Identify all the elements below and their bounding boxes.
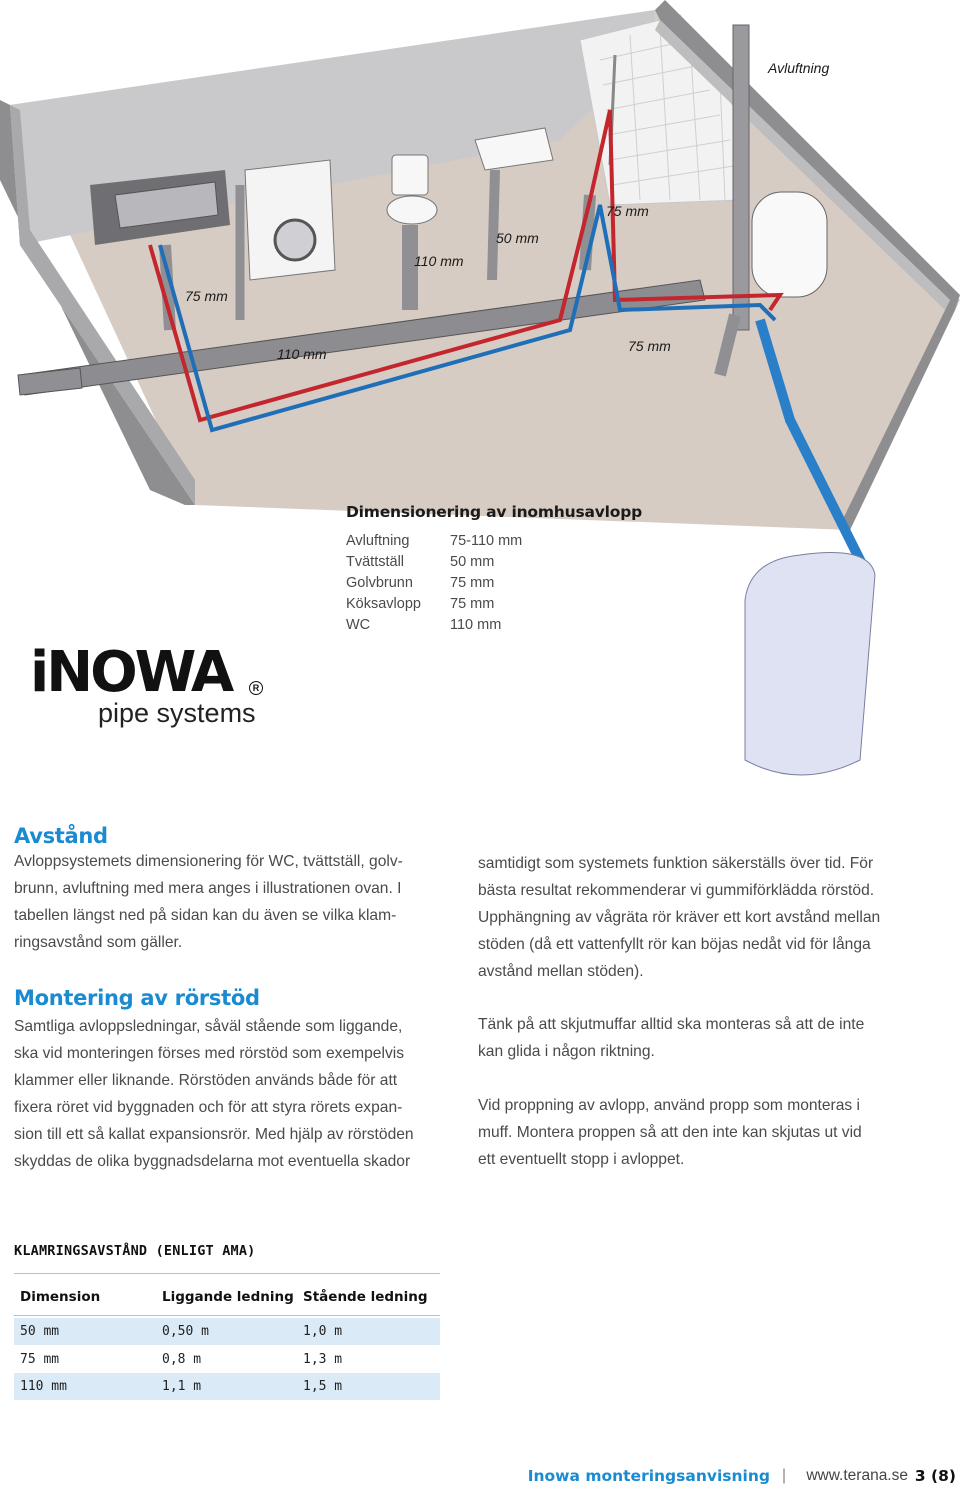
table-divider: [14, 1273, 440, 1274]
table-cell: 1,3 m: [303, 1352, 343, 1367]
dimension-row: [346, 615, 642, 636]
dimension-row: [346, 594, 642, 615]
table-cell: 1,1 m: [162, 1379, 202, 1394]
inowa-logo: [30, 640, 260, 728]
table-title: KLAMRINGSAVSTÅND (ENLIGT AMA): [14, 1243, 256, 1259]
table-cell: 0,8 m: [162, 1352, 202, 1367]
label-main-right: 75 mm: [628, 338, 671, 354]
dimension-row: [346, 573, 642, 594]
dimension-value: 75 mm: [450, 575, 495, 591]
logo-subtitle: pipe systems: [98, 698, 256, 728]
text-line: ringsavstånd som gäller.: [14, 934, 183, 951]
text-line: kan glida i någon riktning.: [478, 1043, 655, 1060]
table-cell: 110 mm: [20, 1379, 67, 1394]
label-drain-branch: 75 mm: [606, 203, 649, 219]
dimension-value: 110 mm: [450, 617, 502, 633]
heading-avstand: Avstånd: [14, 824, 108, 848]
basin-branch: [492, 170, 495, 280]
footer-website-link[interactable]: www.terana.se: [806, 1467, 908, 1484]
dimension-label: Avluftning: [346, 533, 410, 549]
paragraph-right-3: [478, 1092, 862, 1173]
table-row: [14, 1346, 440, 1373]
table-cell: 50 mm: [20, 1324, 60, 1339]
dimension-value: 50 mm: [450, 554, 495, 570]
text-line: ska vid monteringen förses med rörstöd som exempelvis: [14, 1045, 405, 1062]
text-line: avstånd mellan stöden).: [478, 963, 644, 980]
text-line: Tänk på att skjutmuffar alltid ska monteras så att de inte: [478, 1016, 865, 1033]
dimension-value: 75-110 mm: [450, 533, 523, 549]
paragraph-avstand: [14, 848, 403, 956]
dimension-row: [346, 531, 642, 552]
text-line: samtidigt som systemets funktion säkerställs över tid. För: [478, 855, 874, 872]
table-header-staende: Stående ledning: [303, 1289, 428, 1305]
washing-machine-door: [275, 220, 315, 260]
footer-separator: |: [781, 1467, 786, 1484]
table-row: [14, 1373, 440, 1400]
heading-montering: Montering av rörstöd: [14, 986, 260, 1010]
dimension-label: Köksavlopp: [346, 596, 421, 612]
toilet-tank: [392, 155, 428, 195]
table-row: [14, 1318, 440, 1345]
dimension-label: WC: [346, 617, 371, 633]
registered-mark-icon: R: [249, 681, 263, 695]
text-line: sion till ett så kallat expansionsrör. Med hjälp av rörstöden: [14, 1126, 414, 1143]
text-line: Avloppsystemets dimensionering för WC, tvättställ, golv-: [14, 853, 403, 870]
table-cell: 1,0 m: [303, 1324, 343, 1339]
logo-wordmark: iNOWA: [30, 640, 232, 705]
table-divider: [14, 1315, 440, 1316]
label-vent: Avluftning: [768, 60, 830, 76]
table-cell: 1,5 m: [303, 1379, 343, 1394]
dimension-value: 75 mm: [450, 596, 495, 612]
label-sink-branch: 75 mm: [185, 288, 228, 304]
dimension-label: Golvbrunn: [346, 575, 413, 591]
footer-title: Inowa monteringsanvisning: [527, 1467, 770, 1485]
dimension-row: [346, 552, 642, 573]
dimension-box: [346, 503, 642, 636]
text-line: Samtliga avloppsledningar, såväl stående som liggande,: [14, 1018, 403, 1035]
table-cell: 0,50 m: [162, 1324, 209, 1339]
text-line: muff. Montera proppen så att den inte kan skjutas ut vid: [478, 1124, 862, 1141]
table-header-liggande: Liggande ledning: [162, 1289, 294, 1305]
text-line: stöden (då ett vattenfyllt rör kan böjas nedåt vid för långa: [478, 936, 871, 953]
paragraph-right-2: [478, 1011, 864, 1065]
toilet: [387, 196, 437, 224]
text-line: tabellen längst ned på sidan kan du även se vilka klam-: [14, 907, 397, 924]
text-line: brunn, avluftning med mera anges i illustrationen ovan. I: [14, 880, 402, 897]
water-heater: [752, 192, 827, 297]
text-line: klammer eller liknande. Rörstöden används både för att: [14, 1072, 398, 1089]
paragraph-montering: [14, 1013, 414, 1175]
text-line: Vid proppning av avlopp, använd propp som monteras i: [478, 1097, 861, 1114]
dimension-title: Dimensionering av inomhusavlopp: [346, 503, 643, 521]
label-toilet-branch: 110 mm: [414, 253, 464, 269]
label-washer-branch: 50 mm: [496, 230, 539, 246]
text-line: fixera röret vid byggnaden och för att styra rörets expan-: [14, 1099, 403, 1116]
outlet-pipe: [18, 368, 82, 395]
table-header-dimension: Dimension: [20, 1289, 101, 1305]
text-line: bästa resultat rekommenderar vi gummiförklädda rörstöd.: [478, 882, 875, 899]
table-cell: 75 mm: [20, 1352, 60, 1367]
water-well: [745, 553, 875, 776]
label-main-left: 110 mm: [277, 346, 327, 362]
text-line: ett eventuellt stopp i avloppet.: [478, 1151, 685, 1168]
vent-stack: [733, 25, 749, 330]
text-line: Upphängning av vågräta rör kräver ett kort avstånd mellan: [478, 909, 881, 926]
text-line: skyddas de olika byggnadsdelarna mot eventuella skador: [14, 1153, 411, 1170]
paragraph-right-1: [478, 850, 880, 985]
page-number: 3 (8): [914, 1467, 956, 1485]
dimension-label: Tvättställ: [346, 554, 405, 570]
